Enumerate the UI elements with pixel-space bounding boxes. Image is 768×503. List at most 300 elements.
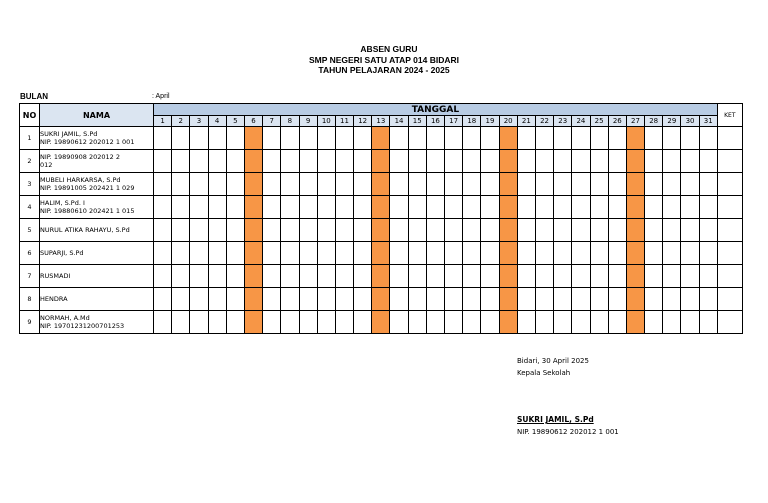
attendance-cell-day-21[interactable]	[517, 196, 535, 219]
attendance-cell-day-30[interactable]	[681, 127, 699, 150]
attendance-cell-day-27[interactable]	[626, 173, 644, 196]
attendance-cell-day-8[interactable]	[281, 219, 299, 242]
ket-cell[interactable]	[717, 150, 742, 173]
attendance-cell-day-6[interactable]	[244, 265, 262, 288]
attendance-cell-day-11[interactable]	[335, 311, 353, 334]
ket-cell[interactable]	[717, 242, 742, 265]
attendance-cell-day-22[interactable]	[535, 150, 553, 173]
attendance-cell-day-1[interactable]	[154, 219, 172, 242]
attendance-cell-day-30[interactable]	[681, 265, 699, 288]
attendance-cell-day-17[interactable]	[445, 219, 463, 242]
attendance-cell-day-24[interactable]	[572, 127, 590, 150]
header-no: NO	[20, 104, 40, 127]
attendance-cell-day-13[interactable]	[372, 196, 390, 219]
attendance-cell-day-29[interactable]	[663, 173, 681, 196]
attendance-cell-day-7[interactable]	[263, 127, 281, 150]
attendance-cell-day-26[interactable]	[608, 196, 626, 219]
attendance-cell-day-30[interactable]	[681, 196, 699, 219]
attendance-cell-day-24[interactable]	[572, 288, 590, 311]
attendance-cell-day-6[interactable]	[244, 242, 262, 265]
attendance-cell-day-6[interactable]	[244, 288, 262, 311]
attendance-cell-day-19[interactable]	[481, 219, 499, 242]
attendance-cell-day-3[interactable]	[190, 219, 208, 242]
attendance-cell-day-19[interactable]	[481, 150, 499, 173]
attendance-cell-day-15[interactable]	[408, 288, 426, 311]
attendance-cell-day-31[interactable]	[699, 242, 717, 265]
attendance-cell-day-14[interactable]	[390, 242, 408, 265]
attendance-cell-day-21[interactable]	[517, 219, 535, 242]
attendance-cell-day-8[interactable]	[281, 311, 299, 334]
attendance-cell-day-16[interactable]	[426, 265, 444, 288]
attendance-cell-day-6[interactable]	[244, 150, 262, 173]
attendance-cell-day-20[interactable]	[499, 173, 517, 196]
attendance-cell-day-27[interactable]	[626, 242, 644, 265]
attendance-cell-day-30[interactable]	[681, 311, 699, 334]
attendance-cell-day-18[interactable]	[463, 150, 481, 173]
attendance-cell-day-27[interactable]	[626, 288, 644, 311]
attendance-cell-day-14[interactable]	[390, 196, 408, 219]
attendance-cell-day-10[interactable]	[317, 173, 335, 196]
attendance-cell-day-28[interactable]	[645, 173, 663, 196]
attendance-cell-day-23[interactable]	[554, 173, 572, 196]
attendance-cell-day-16[interactable]	[426, 311, 444, 334]
attendance-cell-day-18[interactable]	[463, 288, 481, 311]
attendance-cell-day-13[interactable]	[372, 242, 390, 265]
attendance-cell-day-30[interactable]	[681, 219, 699, 242]
attendance-cell-day-11[interactable]	[335, 173, 353, 196]
attendance-cell-day-22[interactable]	[535, 242, 553, 265]
attendance-cell-day-17[interactable]	[445, 288, 463, 311]
attendance-cell-day-16[interactable]	[426, 150, 444, 173]
attendance-cell-day-5[interactable]	[226, 127, 244, 150]
attendance-cell-day-15[interactable]	[408, 311, 426, 334]
attendance-cell-day-12[interactable]	[354, 219, 372, 242]
attendance-cell-day-29[interactable]	[663, 219, 681, 242]
attendance-cell-day-16[interactable]	[426, 196, 444, 219]
ket-cell[interactable]	[717, 196, 742, 219]
attendance-cell-day-13[interactable]	[372, 150, 390, 173]
attendance-cell-day-31[interactable]	[699, 265, 717, 288]
attendance-cell-day-16[interactable]	[426, 219, 444, 242]
attendance-cell-day-21[interactable]	[517, 242, 535, 265]
attendance-cell-day-6[interactable]	[244, 196, 262, 219]
attendance-cell-day-3[interactable]	[190, 150, 208, 173]
attendance-cell-day-9[interactable]	[299, 288, 317, 311]
attendance-cell-day-10[interactable]	[317, 311, 335, 334]
attendance-cell-day-18[interactable]	[463, 173, 481, 196]
attendance-cell-day-15[interactable]	[408, 196, 426, 219]
attendance-cell-day-4[interactable]	[208, 311, 226, 334]
day-header-21: 21	[517, 116, 535, 127]
attendance-cell-day-11[interactable]	[335, 242, 353, 265]
attendance-cell-day-25[interactable]	[590, 242, 608, 265]
attendance-cell-day-28[interactable]	[645, 219, 663, 242]
attendance-cell-day-13[interactable]	[372, 219, 390, 242]
attendance-cell-day-17[interactable]	[445, 196, 463, 219]
attendance-cell-day-6[interactable]	[244, 311, 262, 334]
attendance-cell-day-16[interactable]	[426, 173, 444, 196]
attendance-cell-day-12[interactable]	[354, 150, 372, 173]
attendance-cell-day-2[interactable]	[172, 127, 190, 150]
attendance-cell-day-8[interactable]	[281, 173, 299, 196]
attendance-cell-day-4[interactable]	[208, 150, 226, 173]
attendance-cell-day-18[interactable]	[463, 219, 481, 242]
attendance-cell-day-24[interactable]	[572, 150, 590, 173]
attendance-cell-day-22[interactable]	[535, 311, 553, 334]
attendance-cell-day-24[interactable]	[572, 196, 590, 219]
attendance-cell-day-27[interactable]	[626, 265, 644, 288]
attendance-cell-day-20[interactable]	[499, 265, 517, 288]
attendance-cell-day-21[interactable]	[517, 173, 535, 196]
attendance-cell-day-17[interactable]	[445, 150, 463, 173]
attendance-cell-day-22[interactable]	[535, 196, 553, 219]
attendance-cell-day-1[interactable]	[154, 265, 172, 288]
attendance-cell-day-9[interactable]	[299, 173, 317, 196]
attendance-cell-day-17[interactable]	[445, 173, 463, 196]
attendance-cell-day-7[interactable]	[263, 150, 281, 173]
attendance-cell-day-26[interactable]	[608, 265, 626, 288]
attendance-cell-day-15[interactable]	[408, 173, 426, 196]
attendance-cell-day-12[interactable]	[354, 265, 372, 288]
attendance-cell-day-17[interactable]	[445, 127, 463, 150]
attendance-cell-day-27[interactable]	[626, 219, 644, 242]
attendance-cell-day-10[interactable]	[317, 288, 335, 311]
attendance-cell-day-22[interactable]	[535, 127, 553, 150]
attendance-cell-day-25[interactable]	[590, 196, 608, 219]
attendance-cell-day-9[interactable]	[299, 265, 317, 288]
attendance-cell-day-16[interactable]	[426, 242, 444, 265]
attendance-cell-day-16[interactable]	[426, 127, 444, 150]
title-line-2: SMP NEGERI SATU ATAP 014 BIDARI	[308, 54, 460, 65]
attendance-cell-day-4[interactable]	[208, 265, 226, 288]
ket-cell[interactable]	[717, 173, 742, 196]
attendance-cell-day-20[interactable]	[499, 311, 517, 334]
attendance-cell-day-1[interactable]	[154, 196, 172, 219]
ket-cell[interactable]	[717, 311, 742, 334]
attendance-cell-day-9[interactable]	[299, 311, 317, 334]
attendance-cell-day-11[interactable]	[335, 127, 353, 150]
attendance-cell-day-22[interactable]	[535, 288, 553, 311]
attendance-cell-day-2[interactable]	[172, 265, 190, 288]
attendance-cell-day-19[interactable]	[481, 127, 499, 150]
attendance-cell-day-23[interactable]	[554, 288, 572, 311]
attendance-cell-day-14[interactable]	[390, 219, 408, 242]
attendance-cell-day-27[interactable]	[626, 150, 644, 173]
attendance-cell-day-29[interactable]	[663, 288, 681, 311]
table-row	[20, 242, 743, 265]
attendance-cell-day-8[interactable]	[281, 242, 299, 265]
teacher-name: HALIM, S.Pd. I	[40, 199, 85, 207]
attendance-cell-day-17[interactable]	[445, 242, 463, 265]
attendance-cell-day-28[interactable]	[645, 288, 663, 311]
attendance-cell-day-26[interactable]	[608, 288, 626, 311]
attendance-cell-day-25[interactable]	[590, 288, 608, 311]
attendance-cell-day-8[interactable]	[281, 288, 299, 311]
teacher-nip: NIP. 19890612 202012 1 001	[40, 138, 135, 146]
attendance-cell-day-19[interactable]	[481, 288, 499, 311]
attendance-cell-day-2[interactable]	[172, 242, 190, 265]
attendance-cell-day-31[interactable]	[699, 311, 717, 334]
attendance-cell-day-12[interactable]	[354, 242, 372, 265]
attendance-cell-day-6[interactable]	[244, 219, 262, 242]
attendance-cell-day-25[interactable]	[590, 173, 608, 196]
attendance-cell-day-9[interactable]	[299, 150, 317, 173]
attendance-cell-day-7[interactable]	[263, 173, 281, 196]
attendance-cell-day-11[interactable]	[335, 150, 353, 173]
header-ket: KET	[717, 104, 742, 127]
attendance-cell-day-8[interactable]	[281, 196, 299, 219]
attendance-cell-day-13[interactable]	[372, 265, 390, 288]
attendance-cell-day-15[interactable]	[408, 150, 426, 173]
attendance-cell-day-20[interactable]	[499, 242, 517, 265]
attendance-cell-day-9[interactable]	[299, 242, 317, 265]
attendance-cell-day-29[interactable]	[663, 311, 681, 334]
attendance-cell-day-19[interactable]	[481, 242, 499, 265]
attendance-cell-day-5[interactable]	[226, 242, 244, 265]
attendance-cell-day-10[interactable]	[317, 219, 335, 242]
attendance-cell-day-4[interactable]	[208, 196, 226, 219]
attendance-cell-day-8[interactable]	[281, 127, 299, 150]
attendance-cell-day-28[interactable]	[645, 196, 663, 219]
attendance-cell-day-27[interactable]	[626, 196, 644, 219]
attendance-cell-day-19[interactable]	[481, 196, 499, 219]
attendance-cell-day-2[interactable]	[172, 196, 190, 219]
attendance-cell-day-13[interactable]	[372, 127, 390, 150]
attendance-cell-day-29[interactable]	[663, 242, 681, 265]
attendance-cell-day-11[interactable]	[335, 288, 353, 311]
attendance-cell-day-23[interactable]	[554, 265, 572, 288]
attendance-cell-day-2[interactable]	[172, 288, 190, 311]
attendance-cell-day-12[interactable]	[354, 196, 372, 219]
ket-cell[interactable]	[717, 219, 742, 242]
day-header-31: 31	[699, 116, 717, 127]
attendance-cell-day-9[interactable]	[299, 127, 317, 150]
ket-cell[interactable]	[717, 288, 742, 311]
attendance-cell-day-14[interactable]	[390, 127, 408, 150]
attendance-cell-day-17[interactable]	[445, 265, 463, 288]
attendance-cell-day-23[interactable]	[554, 311, 572, 334]
attendance-cell-day-1[interactable]	[154, 242, 172, 265]
attendance-cell-day-15[interactable]	[408, 265, 426, 288]
attendance-cell-day-24[interactable]	[572, 242, 590, 265]
attendance-cell-day-31[interactable]	[699, 196, 717, 219]
attendance-cell-day-7[interactable]	[263, 265, 281, 288]
attendance-cell-day-7[interactable]	[263, 242, 281, 265]
attendance-cell-day-4[interactable]	[208, 288, 226, 311]
attendance-cell-day-31[interactable]	[699, 173, 717, 196]
attendance-cell-day-21[interactable]	[517, 265, 535, 288]
attendance-cell-day-4[interactable]	[208, 219, 226, 242]
attendance-cell-day-5[interactable]	[226, 219, 244, 242]
ket-cell[interactable]	[717, 265, 742, 288]
attendance-cell-day-24[interactable]	[572, 311, 590, 334]
attendance-cell-day-12[interactable]	[354, 311, 372, 334]
attendance-cell-day-3[interactable]	[190, 196, 208, 219]
attendance-cell-day-19[interactable]	[481, 265, 499, 288]
attendance-cell-day-1[interactable]	[154, 311, 172, 334]
table-row	[20, 219, 743, 242]
attendance-cell-day-23[interactable]	[554, 127, 572, 150]
attendance-cell-day-1[interactable]	[154, 288, 172, 311]
attendance-cell-day-14[interactable]	[390, 288, 408, 311]
attendance-cell-day-3[interactable]	[190, 311, 208, 334]
attendance-cell-day-8[interactable]	[281, 265, 299, 288]
attendance-cell-day-18[interactable]	[463, 265, 481, 288]
attendance-cell-day-15[interactable]	[408, 127, 426, 150]
teacher-name-cell	[40, 242, 154, 265]
attendance-cell-day-5[interactable]	[226, 173, 244, 196]
attendance-cell-day-28[interactable]	[645, 311, 663, 334]
attendance-cell-day-28[interactable]	[645, 265, 663, 288]
attendance-cell-day-23[interactable]	[554, 219, 572, 242]
attendance-cell-day-22[interactable]	[535, 265, 553, 288]
attendance-cell-day-7[interactable]	[263, 219, 281, 242]
attendance-cell-day-26[interactable]	[608, 219, 626, 242]
attendance-cell-day-5[interactable]	[226, 196, 244, 219]
attendance-cell-day-30[interactable]	[681, 150, 699, 173]
attendance-cell-day-27[interactable]	[626, 127, 644, 150]
attendance-cell-day-25[interactable]	[590, 150, 608, 173]
attendance-cell-day-25[interactable]	[590, 265, 608, 288]
attendance-cell-day-1[interactable]	[154, 173, 172, 196]
attendance-cell-day-29[interactable]	[663, 127, 681, 150]
attendance-cell-day-31[interactable]	[699, 127, 717, 150]
attendance-cell-day-22[interactable]	[535, 219, 553, 242]
attendance-cell-day-7[interactable]	[263, 288, 281, 311]
attendance-cell-day-4[interactable]	[208, 127, 226, 150]
attendance-cell-day-3[interactable]	[190, 173, 208, 196]
attendance-cell-day-15[interactable]	[408, 242, 426, 265]
attendance-cell-day-4[interactable]	[208, 242, 226, 265]
attendance-cell-day-9[interactable]	[299, 219, 317, 242]
attendance-cell-day-5[interactable]	[226, 150, 244, 173]
attendance-cell-day-3[interactable]	[190, 127, 208, 150]
attendance-cell-day-5[interactable]	[226, 311, 244, 334]
attendance-cell-day-30[interactable]	[681, 173, 699, 196]
attendance-cell-day-11[interactable]	[335, 265, 353, 288]
attendance-cell-day-25[interactable]	[590, 219, 608, 242]
attendance-cell-day-14[interactable]	[390, 311, 408, 334]
ket-cell[interactable]	[717, 127, 742, 150]
attendance-cell-day-28[interactable]	[645, 242, 663, 265]
attendance-cell-day-10[interactable]	[317, 127, 335, 150]
attendance-cell-day-14[interactable]	[390, 265, 408, 288]
attendance-cell-day-18[interactable]	[463, 242, 481, 265]
attendance-cell-day-16[interactable]	[426, 288, 444, 311]
attendance-cell-day-12[interactable]	[354, 288, 372, 311]
attendance-cell-day-11[interactable]	[335, 196, 353, 219]
attendance-cell-day-6[interactable]	[244, 127, 262, 150]
attendance-cell-day-30[interactable]	[681, 288, 699, 311]
attendance-cell-day-24[interactable]	[572, 173, 590, 196]
attendance-cell-day-3[interactable]	[190, 242, 208, 265]
attendance-cell-day-9[interactable]	[299, 196, 317, 219]
attendance-cell-day-2[interactable]	[172, 150, 190, 173]
attendance-cell-day-11[interactable]	[335, 219, 353, 242]
attendance-cell-day-23[interactable]	[554, 242, 572, 265]
attendance-cell-day-25[interactable]	[590, 311, 608, 334]
attendance-cell-day-25[interactable]	[590, 127, 608, 150]
attendance-cell-day-20[interactable]	[499, 288, 517, 311]
attendance-cell-day-12[interactable]	[354, 127, 372, 150]
attendance-cell-day-20[interactable]	[499, 127, 517, 150]
attendance-cell-day-24[interactable]	[572, 265, 590, 288]
attendance-cell-day-2[interactable]	[172, 311, 190, 334]
attendance-cell-day-13[interactable]	[372, 311, 390, 334]
attendance-cell-day-10[interactable]	[317, 196, 335, 219]
attendance-cell-day-26[interactable]	[608, 311, 626, 334]
attendance-cell-day-22[interactable]	[535, 173, 553, 196]
attendance-cell-day-31[interactable]	[699, 219, 717, 242]
table-row	[20, 150, 743, 173]
attendance-cell-day-14[interactable]	[390, 150, 408, 173]
attendance-cell-day-18[interactable]	[463, 311, 481, 334]
attendance-cell-day-27[interactable]	[626, 311, 644, 334]
attendance-cell-day-2[interactable]	[172, 219, 190, 242]
attendance-cell-day-20[interactable]	[499, 150, 517, 173]
attendance-cell-day-30[interactable]	[681, 242, 699, 265]
attendance-cell-day-19[interactable]	[481, 173, 499, 196]
attendance-cell-day-7[interactable]	[263, 311, 281, 334]
attendance-cell-day-26[interactable]	[608, 127, 626, 150]
attendance-cell-day-10[interactable]	[317, 150, 335, 173]
attendance-cell-day-10[interactable]	[317, 242, 335, 265]
attendance-cell-day-28[interactable]	[645, 127, 663, 150]
attendance-cell-day-21[interactable]	[517, 288, 535, 311]
attendance-cell-day-21[interactable]	[517, 311, 535, 334]
attendance-cell-day-4[interactable]	[208, 173, 226, 196]
attendance-cell-day-18[interactable]	[463, 127, 481, 150]
attendance-cell-day-14[interactable]	[390, 173, 408, 196]
attendance-cell-day-18[interactable]	[463, 196, 481, 219]
attendance-cell-day-12[interactable]	[354, 173, 372, 196]
attendance-cell-day-23[interactable]	[554, 196, 572, 219]
attendance-cell-day-21[interactable]	[517, 150, 535, 173]
attendance-cell-day-29[interactable]	[663, 196, 681, 219]
attendance-cell-day-19[interactable]	[481, 311, 499, 334]
attendance-cell-day-31[interactable]	[699, 288, 717, 311]
attendance-cell-day-24[interactable]	[572, 219, 590, 242]
attendance-cell-day-3[interactable]	[190, 265, 208, 288]
attendance-cell-day-20[interactable]	[499, 219, 517, 242]
attendance-cell-day-31[interactable]	[699, 150, 717, 173]
attendance-cell-day-20[interactable]	[499, 196, 517, 219]
attendance-cell-day-29[interactable]	[663, 150, 681, 173]
attendance-cell-day-1[interactable]	[154, 127, 172, 150]
attendance-cell-day-15[interactable]	[408, 219, 426, 242]
attendance-cell-day-5[interactable]	[226, 288, 244, 311]
attendance-cell-day-7[interactable]	[263, 196, 281, 219]
attendance-cell-day-10[interactable]	[317, 265, 335, 288]
attendance-cell-day-26[interactable]	[608, 173, 626, 196]
attendance-cell-day-13[interactable]	[372, 173, 390, 196]
attendance-cell-day-1[interactable]	[154, 150, 172, 173]
attendance-cell-day-26[interactable]	[608, 150, 626, 173]
attendance-cell-day-6[interactable]	[244, 173, 262, 196]
signature-name: SUKRI JAMIL, S.Pd	[517, 415, 594, 424]
attendance-cell-day-3[interactable]	[190, 288, 208, 311]
attendance-cell-day-21[interactable]	[517, 127, 535, 150]
attendance-cell-day-29[interactable]	[663, 265, 681, 288]
attendance-cell-day-5[interactable]	[226, 265, 244, 288]
attendance-cell-day-23[interactable]	[554, 150, 572, 173]
attendance-cell-day-13[interactable]	[372, 288, 390, 311]
attendance-cell-day-17[interactable]	[445, 311, 463, 334]
attendance-cell-day-2[interactable]	[172, 173, 190, 196]
attendance-cell-day-26[interactable]	[608, 242, 626, 265]
attendance-cell-day-28[interactable]	[645, 150, 663, 173]
attendance-cell-day-8[interactable]	[281, 150, 299, 173]
